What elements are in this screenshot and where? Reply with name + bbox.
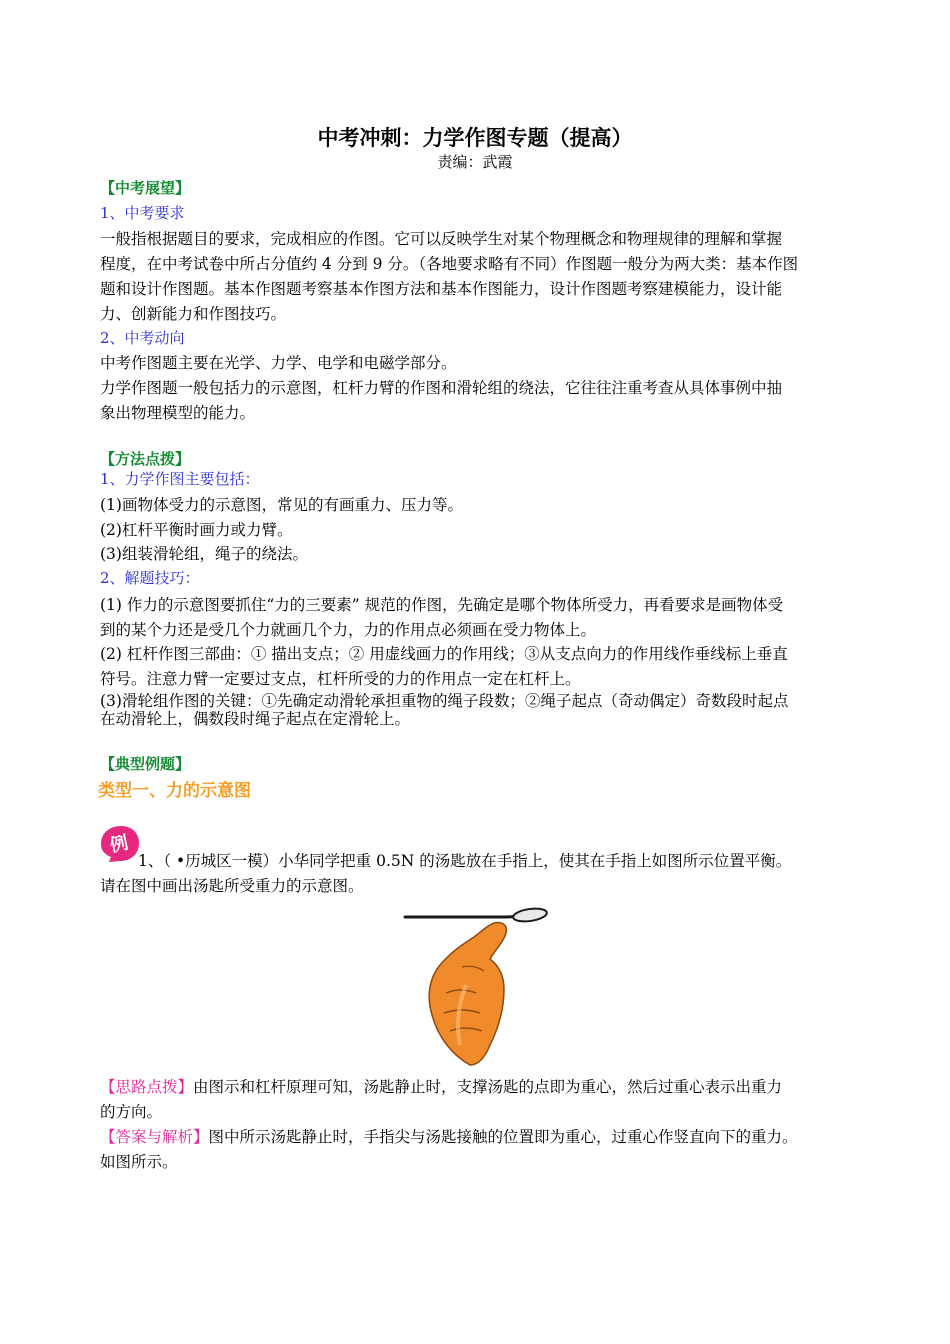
subheading-trend: 2、中考动向 (100, 329, 185, 347)
paragraph-line: 题和设计作图题。基本作图题考察基本作图方法和基本作图能力，设计作图题考察建模能力，设计能 (100, 280, 783, 298)
paragraph-line: 程度，在中考试卷中所占分值约 4 分到 9 分。（各地要求略有不同）作图题一般分为两大类：基本作图 (100, 255, 799, 273)
hint-line: 的方向。 (100, 1103, 163, 1121)
subheading-tips: 2、解题技巧： (100, 569, 200, 587)
question-line: 请在图中画出汤匙所受重力的示意图。 (100, 877, 364, 895)
paragraph-line: 一般指根据题目的要求，完成相应的作图。它可以反映学生对某个物理概念和物理规律的理解和掌握 (100, 230, 783, 248)
answer-line: 如图所示。 (100, 1153, 178, 1171)
answer-text: 图中所示汤匙静止时，手指尖与汤匙接触的位置即为重心，过重心作竖直向下的重力。 (208, 1128, 798, 1146)
paragraph-line: (1) 作力的示意图要抓住“力的三要素” 规范的作图，先确定是哪个物体所受力，再看要求是画物体受 (100, 596, 784, 614)
answer-line (100, 1125, 798, 1147)
example-badge-char: 例 (108, 832, 131, 857)
subheading-includes: 1、力学作图主要包括： (100, 470, 260, 488)
section-heading-method: 【方法点拨】 (100, 450, 191, 468)
paragraph-line: 力、创新能力和作图技巧。 (100, 305, 287, 323)
list-item: (1)画物体受力的示意图，常见的有画重力、压力等。 (100, 496, 463, 514)
list-item: (2)杠杆平衡时画力或力臂。 (100, 521, 293, 539)
question-line: 1、（ •历城区一模）小华同学把重 0.5N 的汤匙放在手指上，使其在手指上如图所示位置平衡。 (138, 852, 792, 870)
section-heading-outlook: 【中考展望】 (100, 179, 191, 197)
hand-spoon-illustration (400, 905, 550, 1070)
paragraph-line: (2) 杠杆作图三部曲：① 描出支点；② 用虚线画力的作用线；③从支点向力的作用线作垂线标上垂直 (100, 645, 788, 663)
paragraph-line: 到的某个力还是受几个力就画几个力，力的作用点必须画在受力物体上。 (100, 621, 597, 639)
section-heading-examples: 【典型例题】 (100, 755, 191, 773)
paragraph-line: 力学作图题一般包括力的示意图，杠杆力臂的作图和滑轮组的绕法，它往往注重考查从具体事例中抽 (100, 379, 783, 397)
paragraph-line: (3)滑轮组作图的关键：①先确定动滑轮承担重物的绳子段数；②绳子起点（奇动偶定）奇数段时起点 (100, 692, 789, 710)
hint-text: 由图示和杠杆原理可知，汤匙静止时，支撑汤匙的点即为重心，然后过重心表示出重力 (193, 1078, 783, 1096)
paragraph-line: 中考作图题主要在光学、力学、电学和电磁学部分。 (100, 354, 457, 372)
editor-line: 责编：武霞 (437, 153, 513, 171)
hint-label: 【思路点拨】 (100, 1078, 194, 1096)
example-badge-icon (97, 824, 143, 864)
list-item: (3)组装滑轮组，绳子的绕法。 (100, 545, 308, 563)
subheading-requirements: 1、中考要求 (100, 204, 185, 222)
hint-line (100, 1075, 782, 1097)
paragraph-line: 符号。注意力臂一定要过支点，杠杆所受的力的作用点一定在杠杆上。 (100, 670, 581, 688)
paragraph-line: 在动滑轮上，偶数段时绳子起点在定滑轮上。 (100, 710, 411, 728)
page-title: 中考冲刺：力学作图专题（提高） (317, 125, 633, 150)
example-type-heading: 类型一、力的示意图 (98, 781, 251, 801)
answer-label: 【答案与解析】 (100, 1128, 209, 1146)
paragraph-line: 象出物理模型的能力。 (100, 404, 256, 422)
